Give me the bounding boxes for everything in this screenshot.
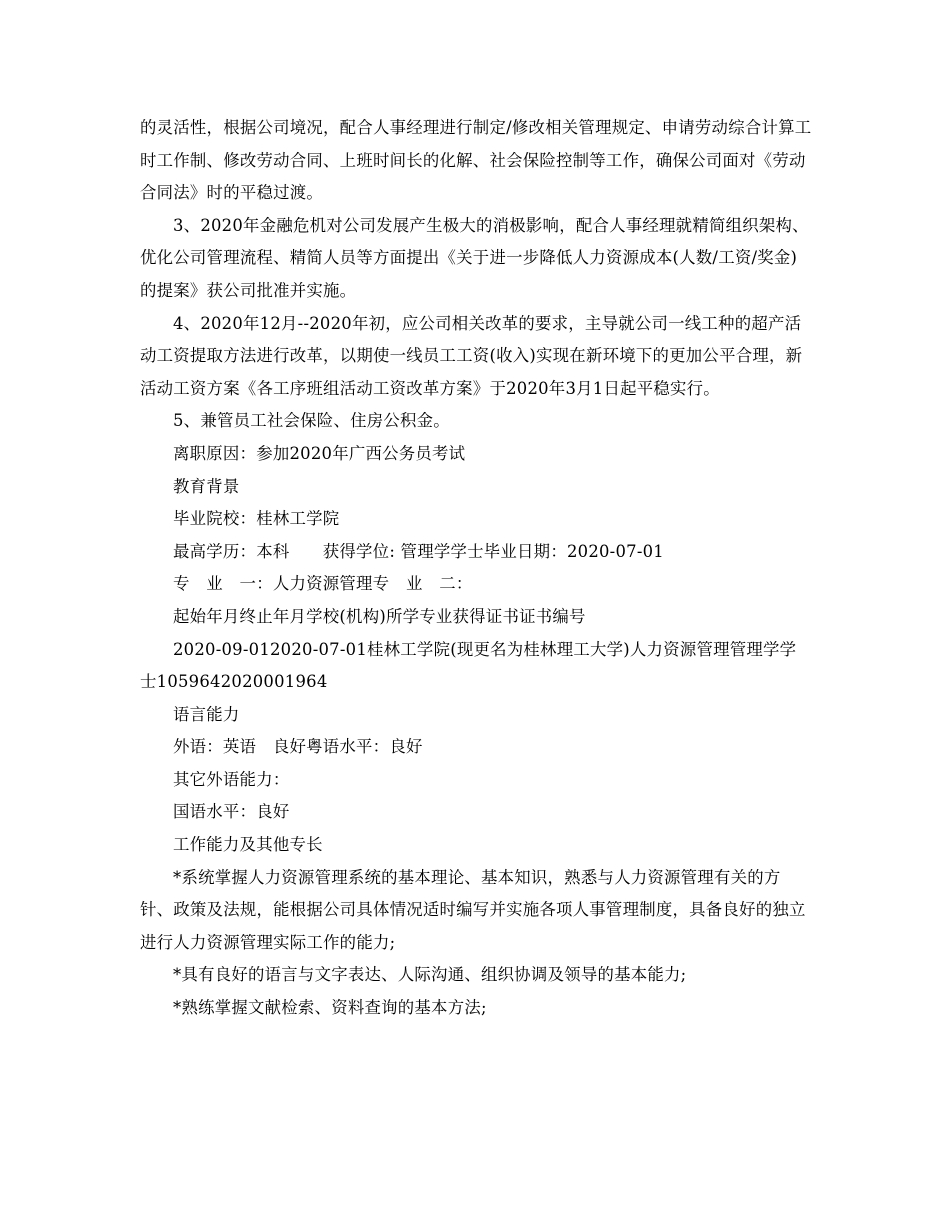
other-language: 其它外语能力： (173, 769, 290, 789)
mandarin-level: 国语水平：良好 (173, 802, 290, 822)
section-heading-skills: 工作能力及其他专长 (173, 835, 323, 855)
highest-degree: 最高学历：本科 获得学位: 管理学学士毕业日期：2020-07-01 (173, 541, 664, 561)
education-table-row: 2020-09-012020-07-01桂林工学院(现更名为桂林理工大学)人力资源管理管理学学士1059642020001964 (140, 639, 797, 692)
foreign-language: 外语：英语 良好粤语水平：良好 (173, 737, 423, 757)
paragraph-item-4: 4、2020年12月--2020年初，应公司相关改革的要求，主导就公司一线工种的超产活动工资提取方法进行改革，以期使一线员工工资(收入)实现在新环境下的更加公平合理，新活动工资方案《各工序班组活动工资改革方案》于2020年3月1日起平稳实行。 (140, 313, 803, 398)
paragraph-item-3: 3、2020年金融危机对公司发展产生极大的消极影响，配合人事经理就精简组织架构、优化公司管理流程、精简人员等方面提出《关于进一步降低人力资源成本(人数/工资/奖金)的提案》获公司批准并实施。 (140, 215, 809, 300)
graduate-school: 毕业院校：桂林工学院 (173, 509, 340, 529)
resignation-reason: 离职原因：参加2020年广西公务员考试 (173, 443, 466, 463)
document-body (140, 112, 812, 1025)
paragraph-item-5: 5、兼管员工社会保险、住房公积金。 (173, 411, 450, 431)
major-line: 专 业 一：人力资源管理专 业 二： (173, 574, 473, 594)
education-table-header: 起始年月终止年月学校(机构)所学专业获得证书证书编号 (173, 606, 586, 626)
skill-item-3: *熟练掌握文献检索、资料查询的基本方法; (173, 998, 487, 1018)
section-heading-language: 语言能力 (173, 704, 240, 724)
section-heading-education: 教育背景 (173, 476, 240, 496)
skill-item-2: *具有良好的语言与文字表达、人际沟通、组织协调及领导的基本能力; (173, 965, 687, 985)
paragraph-continuation: 的灵活性，根据公司境况，配合人事经理进行制定/修改相关管理规定、申请劳动综合计算工时工作制、修改劳动合同、上班时间长的化解、社会保险控制等工作，确保公司面对《劳动合同法》时的平稳过渡。 (140, 118, 812, 203)
skill-item-1: *系统掌握人力资源管理系统的基本理论、基本知识，熟悉与人力资源管理有关的方针、政策及法规，能根据公司具体情况适时编写并实施各项人事管理制度，具备良好的独立进行人力资源管理实际工作的能力; (140, 867, 806, 952)
